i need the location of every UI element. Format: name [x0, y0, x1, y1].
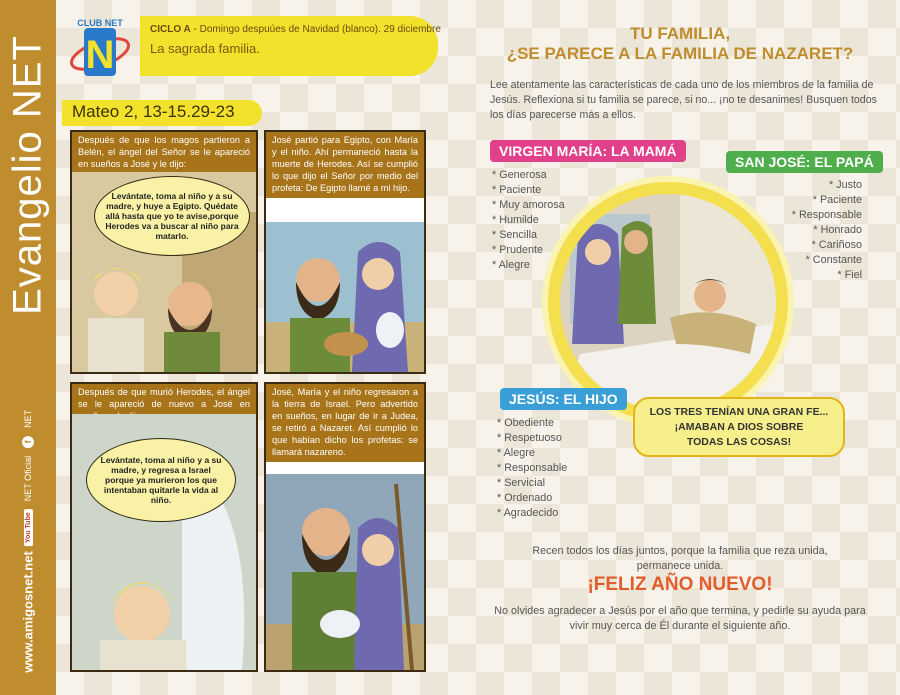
trait-item: * Humilde	[492, 213, 565, 228]
trait-item: * Generosa	[492, 168, 565, 183]
faith-line-2: ¡AMABAN A DIOS SOBRE	[674, 421, 804, 434]
joseph-traits	[792, 178, 862, 283]
trait-item: * Fiel	[792, 268, 862, 283]
title-line-1: TU FAMILIA,	[629, 24, 731, 43]
feast-title: La sagrada familia.	[150, 41, 260, 56]
trait-item: * Responsable	[792, 208, 862, 223]
speech-bubble: Levántate, toma al niño y a su madre, y huye a Egipto. Quédate allá hasta que yo te avise,porque Herodes va a buscar al niño para matarlo.	[94, 176, 250, 256]
logo-top-text: CLUB NET	[77, 18, 123, 28]
prayer-text: Recen todos los días juntos, porque la familia que reza unida, permanece unida.	[532, 545, 828, 573]
speech-bubble: Levántate, toma al niño y a su madre, y regresa a Israel porque ya murieron los que intentaban quitarle la vida al niño.	[86, 438, 236, 522]
club-net-logo	[66, 14, 142, 84]
thanks-text: No olvides agradecer a Jesús por el año que termina, y pedirle su ayuda para vivir muy cerca de Él durante el siguiente año.	[494, 605, 866, 633]
faith-line-3: TODAS LAS COSAS!	[686, 436, 792, 449]
trait-item: * Prudente	[492, 243, 565, 258]
sidebar-title: Evangelio NET	[5, 35, 50, 315]
youtube-channel[interactable]: NET Oficial	[23, 455, 33, 502]
trait-item: * Alegre	[492, 258, 565, 273]
faith-line-1: LOS TRES TENÍAN UNA GRAN FE...	[649, 406, 829, 418]
cycle-detail: - Domingo despuúes de Navidad (blanco). 29 diciembre	[190, 24, 441, 35]
panel-2-illustration	[266, 222, 424, 372]
trait-item: * Honrado	[792, 223, 862, 238]
trait-item: * Cariñoso	[792, 238, 862, 253]
new-year-greeting: ¡FELIZ AÑO NUEVO!	[587, 574, 773, 595]
trait-item: * Paciente	[492, 183, 565, 198]
facebook-icon[interactable]: f	[22, 436, 34, 448]
facebook-label[interactable]: NET	[23, 409, 33, 428]
trait-item: * Paciente	[792, 193, 862, 208]
comic-panel-1	[70, 130, 258, 374]
joseph-tag: SAN JOSÉ: EL PAPÁ	[726, 151, 883, 173]
panel-caption: José partió para Egipto, con María y el niño. Ahí permaneció hasta la muerte de Herodes. Así se cumplió lo que dijo el Señor por medio del profeta: De Egipto llamé a mi hijo.	[266, 132, 424, 198]
intro-text: Lee atentamente las características de cada uno de los miembros de la familia de Jesús. Reflexiona si tu familia se parece, si no... ¡no te desanimes! Busquen todos los días parecerse más a ellos.	[490, 79, 877, 121]
faith-callout	[633, 397, 845, 457]
gospel-reference: Mateo 2, 13-15.29-23	[62, 100, 262, 126]
mary-tag: VIRGEN MARÍA: LA MAMÁ	[490, 140, 686, 162]
panel-caption: José, María y el niño regresaron a la tierra de Israel. Pero advertido en sueños, en lugar de ir a Judea, se retiró a Nazaret. Así cumplió lo que habían dicho los profetas: se llamará nazareno.	[266, 384, 424, 462]
panel-4-illustration	[266, 474, 424, 670]
website-url[interactable]: www.amigosnet.net	[20, 551, 36, 673]
page-title	[470, 24, 890, 65]
title-line-2: ¿SE PARECE A LA FAMILIA DE NAZARET?	[506, 44, 854, 64]
trait-item: * Muy amorosa	[492, 198, 565, 213]
trait-item: * Alegre	[497, 446, 567, 461]
liturgy-header	[140, 16, 441, 76]
sidebar-band	[0, 0, 56, 695]
trait-item: * Constante	[792, 253, 862, 268]
youtube-icon[interactable]: You Tube	[24, 509, 33, 546]
trait-item: * Responsable	[497, 461, 567, 476]
jesus-tag: JESÚS: EL HIJO	[500, 388, 627, 410]
panel-caption: Después de que murió Herodes, el ángel se le apareció de nuevo a José en	[72, 384, 256, 426]
logo-letter: N	[85, 33, 115, 77]
cycle-label: CICLO A	[150, 24, 191, 35]
trait-item: * Ordenado	[497, 491, 567, 506]
comic-panel-4	[264, 382, 426, 672]
trait-item: * Obediente	[497, 416, 567, 431]
comic-panel-3	[70, 382, 258, 672]
trait-item: * Sencilla	[492, 228, 565, 243]
trait-item: * Servicial	[497, 476, 567, 491]
trait-item: * Justo	[792, 178, 862, 193]
comic-panel-2	[264, 130, 426, 374]
trait-item: * Respetuoso	[497, 431, 567, 446]
trait-item: * Agradecido	[497, 506, 567, 521]
jesus-traits	[497, 416, 567, 521]
panel-caption: Después de que los magos partieron a Belén, el ángel del Señor se le apareció en sueños a José y le dijo:	[72, 132, 256, 174]
cycle-line	[150, 24, 441, 35]
social-links	[22, 410, 34, 546]
